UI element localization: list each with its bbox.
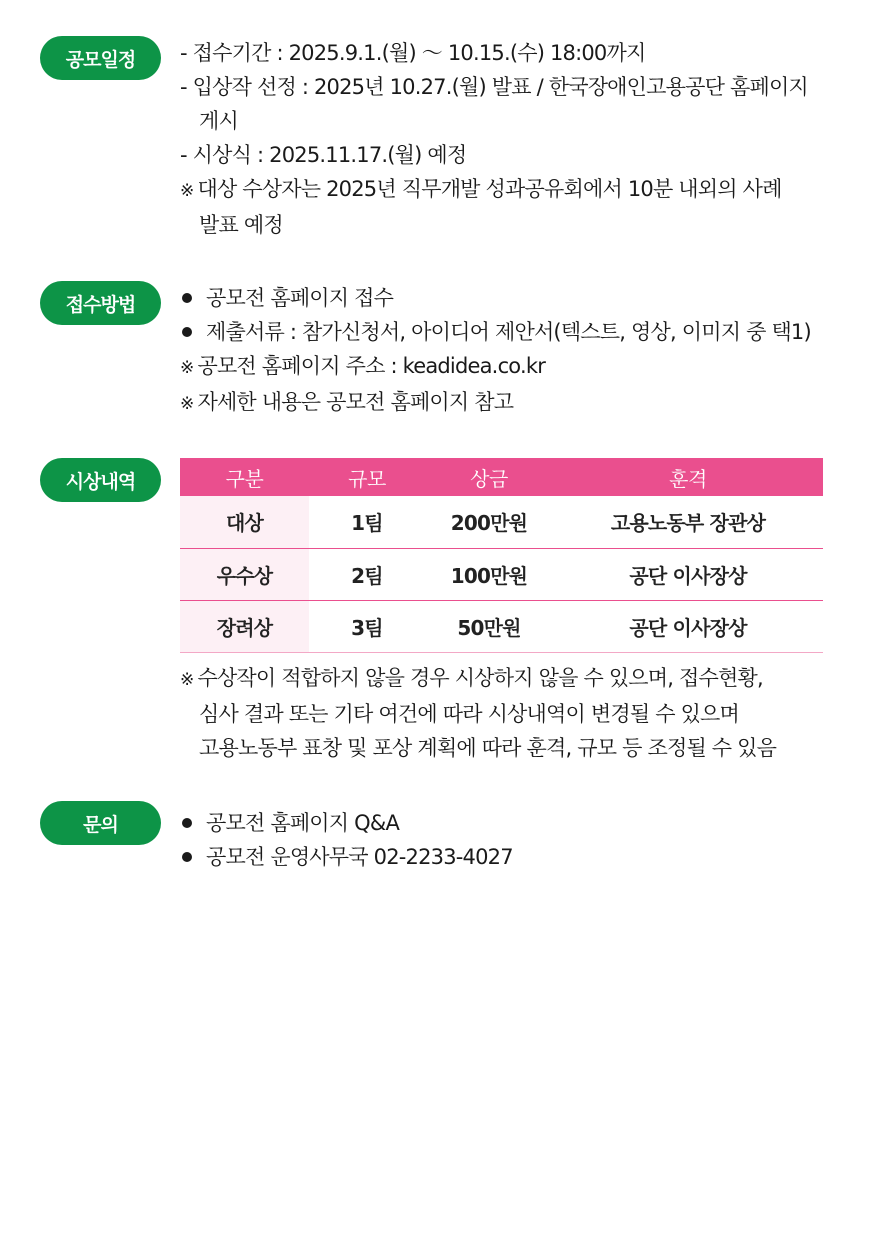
method-note-text: 자세한 내용은 공모전 홈페이지 참고 [197,390,514,414]
method-content [180,281,870,421]
awards-note [180,661,870,765]
awards-note-line [180,661,870,697]
table-cell: 2팀 [309,548,425,600]
table-cell: 50만원 [425,600,553,652]
table-cell: 1팀 [309,496,425,548]
schedule-content [180,36,870,242]
method-note-text: 공모전 홈페이지 주소 : keadidea.co.kr [197,354,546,378]
table-row [180,548,823,600]
awards-note-line: 심사 결과 또는 기타 여건에 따라 시상내역이 변경될 수 있으며 [199,702,740,726]
method-bullet-text: 제출서류 : 참가신청서, 아이디어 제안서(텍스트, 영상, 이미지 중 택1) [206,320,811,344]
reference-mark-icon: ※ [180,181,194,201]
method-badge: 접수방법 [40,281,161,325]
schedule-note [180,172,870,208]
bullet-icon [182,852,192,862]
schedule-note-continued: 발표 예정 [199,213,283,237]
awards-table [180,458,823,653]
method-note [180,349,870,385]
list-item [180,806,870,840]
table-row [180,600,823,652]
method-note [180,385,870,421]
method-bullet-text: 공모전 홈페이지 접수 [206,286,394,310]
table-header-cell: 구분 [180,458,309,496]
list-item [180,840,870,874]
contact-badge: 문의 [40,801,161,845]
reference-mark-icon: ※ [180,394,194,414]
bullet-icon [182,327,192,337]
table-header-cell: 상금 [425,458,553,496]
table-row [180,496,823,548]
awards-note-text: 수상작이 적합하지 않을 경우 시상하지 않을 수 있으며, 접수현황, [197,666,763,690]
table-cell: 장려상 [180,600,309,652]
list-item [180,315,870,349]
table-cell: 100만원 [425,548,553,600]
schedule-line: - 입상작 선정 : 2025년 10.27.(월) 발표 / 한국장애인고용공단 홈페이지 [180,75,808,99]
list-item [180,281,870,315]
bullet-icon [182,293,192,303]
table-cell: 고용노동부 장관상 [553,496,823,548]
table-header-row [180,458,823,496]
awards-badge: 시상내역 [40,458,161,502]
awards-note-line: 고용노동부 표창 및 포상 계획에 따라 훈격, 규모 등 조정될 수 있음 [199,736,777,760]
contact-content [180,806,870,874]
contact-bullet-text: 공모전 운영사무국 02-2233-4027 [206,845,513,869]
table-cell: 공단 이사장상 [553,548,823,600]
schedule-badge: 공모일정 [40,36,161,80]
schedule-line: - 시상식 : 2025.11.17.(월) 예정 [180,143,467,167]
contact-bullet-text: 공모전 홈페이지 Q&A [206,811,400,835]
schedule-note-text: 대상 수상자는 2025년 직무개발 성과공유회에서 10분 내외의 사례 [197,177,782,201]
table-cell: 우수상 [180,548,309,600]
table-header-cell: 규모 [309,458,425,496]
table-cell: 대상 [180,496,309,548]
reference-mark-icon: ※ [180,670,194,690]
table-cell: 공단 이사장상 [553,600,823,652]
table-cell: 200만원 [425,496,553,548]
table-header-cell: 훈격 [553,458,823,496]
bullet-icon [182,818,192,828]
table-cell: 3팀 [309,600,425,652]
schedule-line: - 접수기간 : 2025.9.1.(월) ～ 10.15.(수) 18:00까지 [180,41,646,65]
reference-mark-icon: ※ [180,358,194,378]
schedule-line: 게시 [199,109,238,133]
